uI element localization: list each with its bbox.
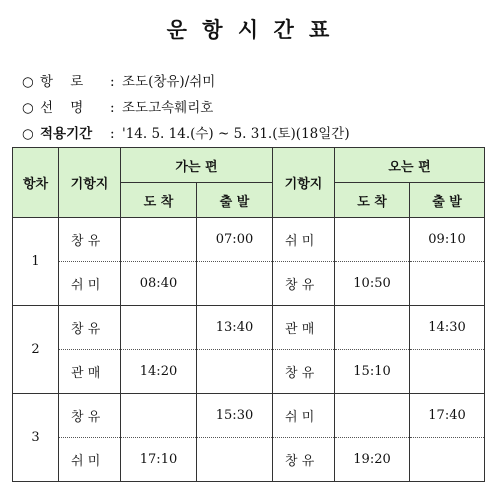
outbound-port: 창 유 [59,306,121,350]
info-period [22,122,350,142]
outbound-port: 쉬 미 [59,262,121,306]
outbound-depart [197,262,273,306]
trip-number: 3 [13,394,59,482]
table-row [13,438,485,482]
table-row [13,306,485,350]
inbound-port: 창 유 [273,350,335,394]
header-port-outbound: 기항지 [59,148,121,218]
inbound-depart [410,350,485,394]
bullet-icon: ○ [22,126,34,142]
inbound-port: 관 매 [273,306,335,350]
inbound-arrive [335,306,410,350]
outbound-depart [197,438,273,482]
route-value: 조도(창유)/쉬미 [122,74,216,90]
inbound-port: 쉬 미 [273,218,335,262]
period-value: '14. 5. 14.(수) ~ 5. 31.(토)(18일간) [122,126,350,142]
schedule-table [12,147,485,482]
inbound-depart [410,438,485,482]
inbound-depart: 14:30 [410,306,485,350]
outbound-arrive: 14:20 [121,350,197,394]
header-in-depart: 출 발 [410,183,485,218]
outbound-depart: 07:00 [197,218,273,262]
outbound-depart: 13:40 [197,306,273,350]
ship-label: 선 명 [40,100,84,116]
header-inbound: 오는 편 [335,148,485,183]
table-row [13,394,485,438]
outbound-port: 쉬 미 [59,438,121,482]
info-route [22,70,215,90]
inbound-port: 창 유 [273,262,335,306]
header-in-arrive: 도 착 [335,183,410,218]
inbound-arrive: 10:50 [335,262,410,306]
outbound-port: 창 유 [59,218,121,262]
outbound-arrive: 08:40 [121,262,197,306]
outbound-depart [197,350,273,394]
outbound-arrive [121,394,197,438]
inbound-arrive [335,394,410,438]
separator: : [110,126,115,142]
ship-value: 조도고속훼리호 [122,100,214,116]
header-port-inbound: 기항지 [273,148,335,218]
header-out-arrive: 도 착 [121,183,197,218]
inbound-arrive: 15:10 [335,350,410,394]
outbound-arrive [121,306,197,350]
inbound-depart: 17:40 [410,394,485,438]
inbound-depart [410,262,485,306]
inbound-arrive [335,218,410,262]
table-row [13,218,485,262]
separator: : [110,74,115,90]
page-title: 운 항 시 간 표 [166,18,334,42]
info-ship [22,96,213,116]
inbound-arrive: 19:20 [335,438,410,482]
table-row [13,262,485,306]
bullet-icon: ○ [22,74,34,90]
inbound-depart: 09:10 [410,218,485,262]
bullet-icon: ○ [22,100,34,116]
outbound-port: 창 유 [59,394,121,438]
outbound-port: 관 매 [59,350,121,394]
inbound-port: 쉬 미 [273,394,335,438]
header-out-depart: 출 발 [197,183,273,218]
header-outbound: 가는 편 [121,148,273,183]
outbound-arrive [121,218,197,262]
separator: : [110,100,115,116]
table-row [13,350,485,394]
period-label: 적용기간 [40,126,93,142]
inbound-port: 창 유 [273,438,335,482]
route-label: 항 로 [40,74,84,90]
outbound-depart: 15:30 [197,394,273,438]
trip-number: 1 [13,218,59,306]
header-trip: 항차 [13,148,59,218]
outbound-arrive: 17:10 [121,438,197,482]
trip-number: 2 [13,306,59,394]
